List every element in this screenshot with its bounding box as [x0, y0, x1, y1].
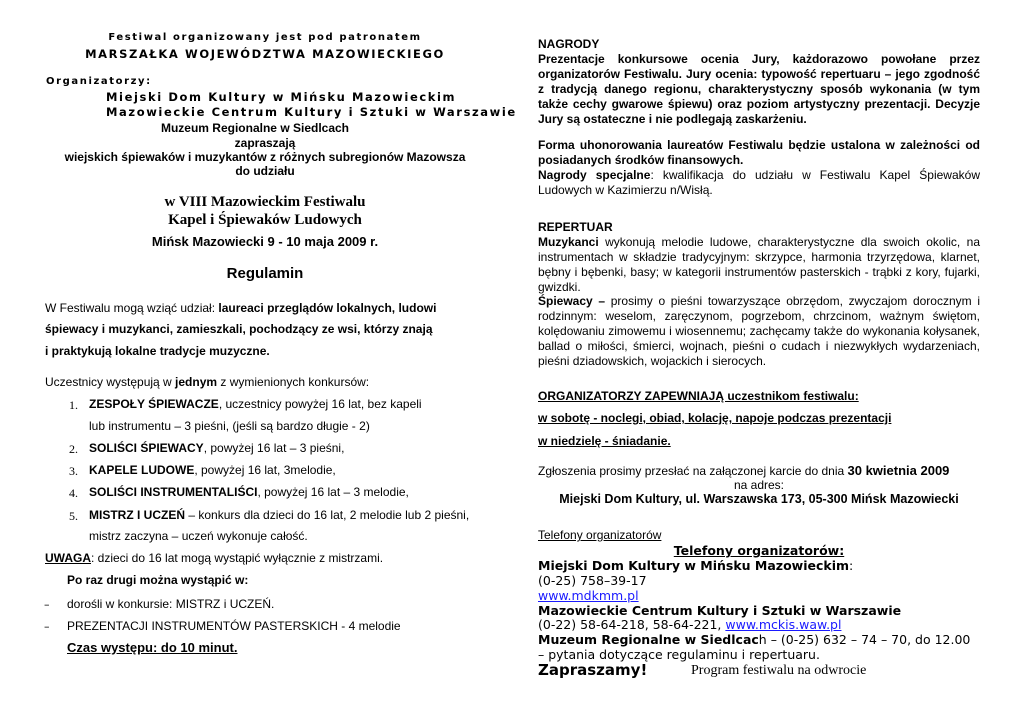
organizer-mckis: Mazowieckie Centrum Kultury i Sztuki w Warszawie [106, 105, 517, 119]
item-text [89, 485, 409, 499]
second-time-heading: Po raz drugi można wystąpić w: [67, 573, 249, 587]
phones-heading: Telefony organizatorów: [673, 543, 845, 558]
item-number: 1. [69, 398, 78, 412]
uwaga-label: UWAGA [45, 551, 91, 565]
deadline-date: 30 kwietnia 2009 [847, 463, 950, 478]
item-text [89, 463, 336, 477]
item-bold: KAPELE LUDOWE [89, 463, 195, 477]
mckis-contact [538, 617, 841, 632]
eligibility-intro: W Festiwalu mogą wziąć udział: [45, 301, 219, 315]
second-time-item-2: PREZENTACJI INSTRUMENTÓW PASTERSKICH - 4 melodie [67, 619, 401, 633]
address-label: na adres: [733, 478, 785, 492]
mckis-contact-name: Mazowieckie Centrum Kultury i Sztuki w Warszawie [538, 603, 902, 618]
eligibility-line-3: i praktykują lokalne tradycje muzyczne. [45, 344, 270, 358]
museum-name: Muzeum Regionalne w Siedlcac [538, 632, 759, 647]
mdk-name: Miejski Dom Kultury w Mińsku Mazowieckim [538, 558, 850, 573]
uwaga-note [45, 551, 383, 565]
item-bold: ZESPOŁY ŚPIEWACZE [89, 397, 219, 411]
deadline-text: Zgłoszenia prosimy przesłać na załączonej karcie do dnia [538, 464, 848, 478]
item-bold: SOLIŚCI ŚPIEWACY [89, 441, 204, 455]
eligibility-bold-1: laureaci przeglądów lokalnych, ludowi [218, 301, 437, 315]
contests-intro-post: z wymienionych konkursów: [217, 375, 370, 389]
sunday-provisions: w niedzielę - śniadanie. [538, 434, 671, 448]
organizers-label: Organizatorzy: [46, 76, 152, 87]
organizers-provide-heading: ORGANIZATORZY ZAPEWNIAJĄ uczestnikom festiwalu: [538, 389, 859, 403]
closing-invite: Zapraszamy! [538, 661, 648, 679]
museum-phone: – (0-25) 632 – 74 – 70, do 12.00 [766, 632, 971, 647]
item-text [89, 397, 422, 411]
mdk-phone: (0-25) 758–39-17 [538, 573, 647, 588]
mckis-phone: (0-22) 58-64-218, 58-64-221, [538, 617, 726, 632]
specjalne-label: Nagrody specjalne [538, 168, 651, 182]
saturday-provisions: w sobotę - noclegi, obiad, kolację, napoje podczas prezentacji [538, 411, 892, 425]
museum-name-end: h [758, 632, 767, 647]
mckis-website-link[interactable]: www.mckis.waw.pl [725, 617, 842, 632]
item-desc: , powyżej 16 lat – 3 pieśni, [203, 441, 345, 455]
dash-bullet: – [44, 598, 50, 611]
uwaga-text: : dzieci do 16 lat mogą wystąpić wyłącznie z mistrzami. [91, 551, 384, 565]
spiewacy-label: Śpiewacy – [538, 294, 606, 308]
program-note: Program festiwalu na odwrocie [691, 663, 867, 678]
item-text [89, 508, 469, 522]
invite-verb: zapraszają [234, 136, 296, 150]
item-desc: , uczestnicy powyżej 16 lat, bez kapeli [218, 397, 422, 411]
performance-time: Czas występu: do 10 minut. [67, 640, 238, 655]
item-desc-cont: lub instrumentu – 3 pieśni, (jeśli są bardzo długie - 2) [89, 419, 370, 433]
item-number: 4. [69, 486, 78, 500]
muzykanci-label: Muzykanci [538, 235, 599, 249]
item-desc: , powyżej 16 lat, 3melodie, [194, 463, 336, 477]
invite-who: wiejskich śpiewaków i muzykantów z różnych subregionów Mazowsza [64, 150, 466, 164]
phones-small-heading: Telefony organizatorów [538, 528, 662, 542]
item-bold: SOLIŚCI INSTRUMENTALIŚCI [89, 485, 258, 499]
submission-address: Miejski Dom Kultury, ul. Warszawska 173, 05-300 Mińsk Mazowiecki [559, 492, 959, 506]
specjalne-text: : kwalifikacja do udziału w Festiwalu Kapel Śpiewaków Ludowych w Kazimierzu n/Wisłą. [538, 168, 980, 197]
dash-bullet: – [44, 620, 50, 633]
item-number: 2. [69, 442, 78, 456]
spiewacy-text: prosimy o pieśni towarzyszące obrzędom, zwyczajom dorocznym i rodzinnym: weselom, zaręczynom, pogrzebom, chrzcinom, ważnym świętom, kolędowaniu zimowemu i wiosennemu; zachęcamy także do wykonania kołysanek, ballad o miłości, śmierci, wojnach, pieśni o cudach i niezwykłych wydarzeniach, pieśni dziadowskich, wojackich i sierocych. [538, 294, 980, 368]
museum-contact [538, 632, 970, 647]
muzykanci-text: wykonują melodie ludowe, charakterystyczne dla swoich okolic, na instrumentach w składzie tradycyjnym: skrzypce, harmonia trzyrzędowa, klarnet, bębny i bębenki, basy; w kategorii instrumentów pasterskich - trąbki z kory, fujarki, gwizdki. [538, 235, 980, 294]
contests-intro-bold: jednym [175, 375, 218, 389]
item-bold: MISTRZ I UCZEŃ [89, 508, 185, 522]
item-desc-cont: mistrz zaczyna – uczeń wykonuje całość. [89, 529, 308, 543]
mdk-contact-name [538, 558, 853, 573]
specjalne-paragraph [538, 168, 980, 198]
spiewacy-paragraph [538, 294, 980, 369]
item-text [89, 441, 344, 455]
item-desc: , powyżej 16 lat – 3 melodie, [257, 485, 409, 499]
museum-note: – pytania dotyczące regulaminu i repertuaru. [538, 647, 820, 662]
nagrody-paragraph: Prezentacje konkursowe ocenia Jury, każdorazowo powołane przez organizatorów Festiwalu. Jury ocenia: typowość repertuaru – jego zgodność z tradycją danego regionu, charakterystyczny sposób wykonania (w tym także cechy gwarowe śpiewu) oraz poziom artystyczny prezentacji. Decyzje Jury są ostateczne i nie podlegają zaskarżeniu. [538, 52, 980, 126]
contests-intro-pre: Uczestnicy występują w [45, 375, 176, 389]
nagrody-heading: NAGRODY [538, 37, 600, 51]
eligibility-line-1 [45, 301, 490, 315]
repertuar-heading: REPERTUAR [538, 220, 613, 234]
item-desc: – konkurs dla dzieci do 16 lat, 2 melodie lub 2 pieśni, [185, 508, 470, 522]
forma-paragraph: Forma uhonorowania laureatów Festiwalu będzie ustalona w zależności od posiadanych środków finansowych. [538, 138, 980, 167]
mdk-colon: : [849, 558, 854, 573]
submission-deadline [538, 463, 949, 478]
invite-to: do udziału [235, 164, 295, 178]
contests-intro [45, 375, 369, 389]
organizer-mdk: Miejski Dom Kultury w Mińsku Mazowieckim [106, 90, 457, 104]
muzykanci-paragraph [538, 235, 980, 295]
organizer-museum: Muzeum Regionalne w Siedlcach [160, 121, 350, 135]
festival-title-1: w VIII Mazowieckim Festiwalu [164, 194, 366, 210]
eligibility-line-2: śpiewacy i muzykanci, zamieszkali, pochodzący ze wsi, którzy znają [45, 322, 433, 336]
regulamin-title: Regulamin [226, 265, 304, 282]
second-time-item-1: dorośli w konkursie: MISTRZ i UCZEŃ. [67, 597, 275, 611]
festival-title-2: Kapel i Śpiewaków Ludowych [168, 212, 362, 228]
mdk-website-link[interactable]: www.mdkmm.pl [538, 588, 639, 603]
patron-line: Festiwal organizowany jest pod patronatem [108, 32, 422, 43]
patron-name: MARSZAŁKA WOJEWÓDZTWA MAZOWIECKIEGO [85, 47, 445, 61]
festival-place-date: Mińsk Mazowiecki 9 - 10 maja 2009 r. [151, 234, 379, 249]
item-number: 5. [69, 509, 78, 523]
item-number: 3. [69, 464, 78, 478]
